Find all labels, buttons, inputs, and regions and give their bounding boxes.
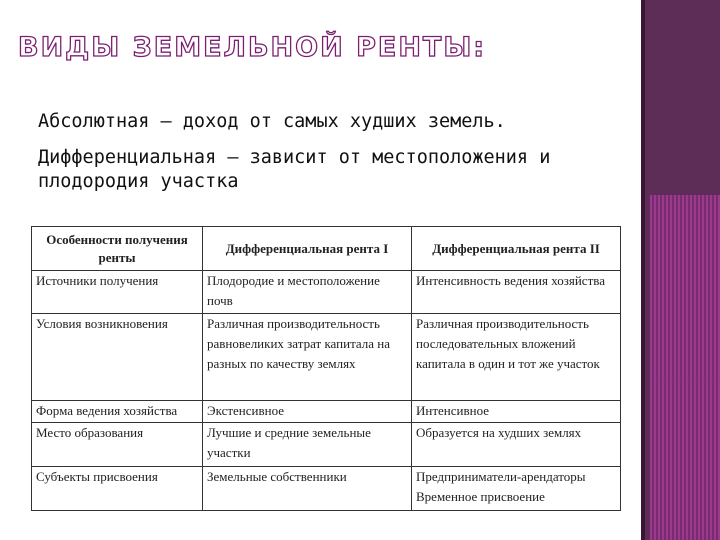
table-cell: Предприниматели-арендаторы Временное присвоение [412,467,621,511]
paragraph-absolute-rent: Абсолютная – доход от самых худших земель. [38,111,506,132]
header-differential-rent-1: Дифференциальная рента I [203,227,412,271]
table-cell: Земельные собственники [203,467,412,511]
table-cell: Лучшие и средние земельные участки [203,423,412,467]
table-cell: Условия возникновения [32,314,203,401]
header-differential-rent-2: Дифференциальная рента II [412,227,621,271]
table-row [32,271,621,314]
table-cell: Интенсивное [412,401,621,423]
table-cell: Интенсивность ведения хозяйства [412,271,621,314]
table-cell: Образуется на худших землях [412,423,621,467]
slide-title: ВИДЫ ЗЕМЕЛЬНОЙ РЕНТЫ: [18,32,487,63]
table-row [32,467,621,511]
table-cell: Плодородие и местоположение почв [203,271,412,314]
table-cell: Форма ведения хозяйства [32,401,203,423]
table-row [32,401,621,423]
table-row [32,423,621,467]
table-row [32,314,621,401]
rent-comparison-table [31,226,621,511]
table-cell: Экстенсивное [203,401,412,423]
header-features: Особенности получения ренты [32,227,203,271]
paragraph-differential-rent: Дифференциальная – зависит от местоположения и плодородия участка [38,147,551,192]
table-cell: Различная производительность равновеликих затрат капитала на разных по качеству землях [203,314,412,401]
table-cell: Место образования [32,423,203,467]
table-cell: Субъекты присвоения [32,467,203,511]
table-cell: Различная производительность последовательных вложений капитала в один и тот же участок [412,314,621,401]
table-cell: Источники получения [32,271,203,314]
table-header-row [32,227,621,271]
decorative-stripes [650,195,720,540]
